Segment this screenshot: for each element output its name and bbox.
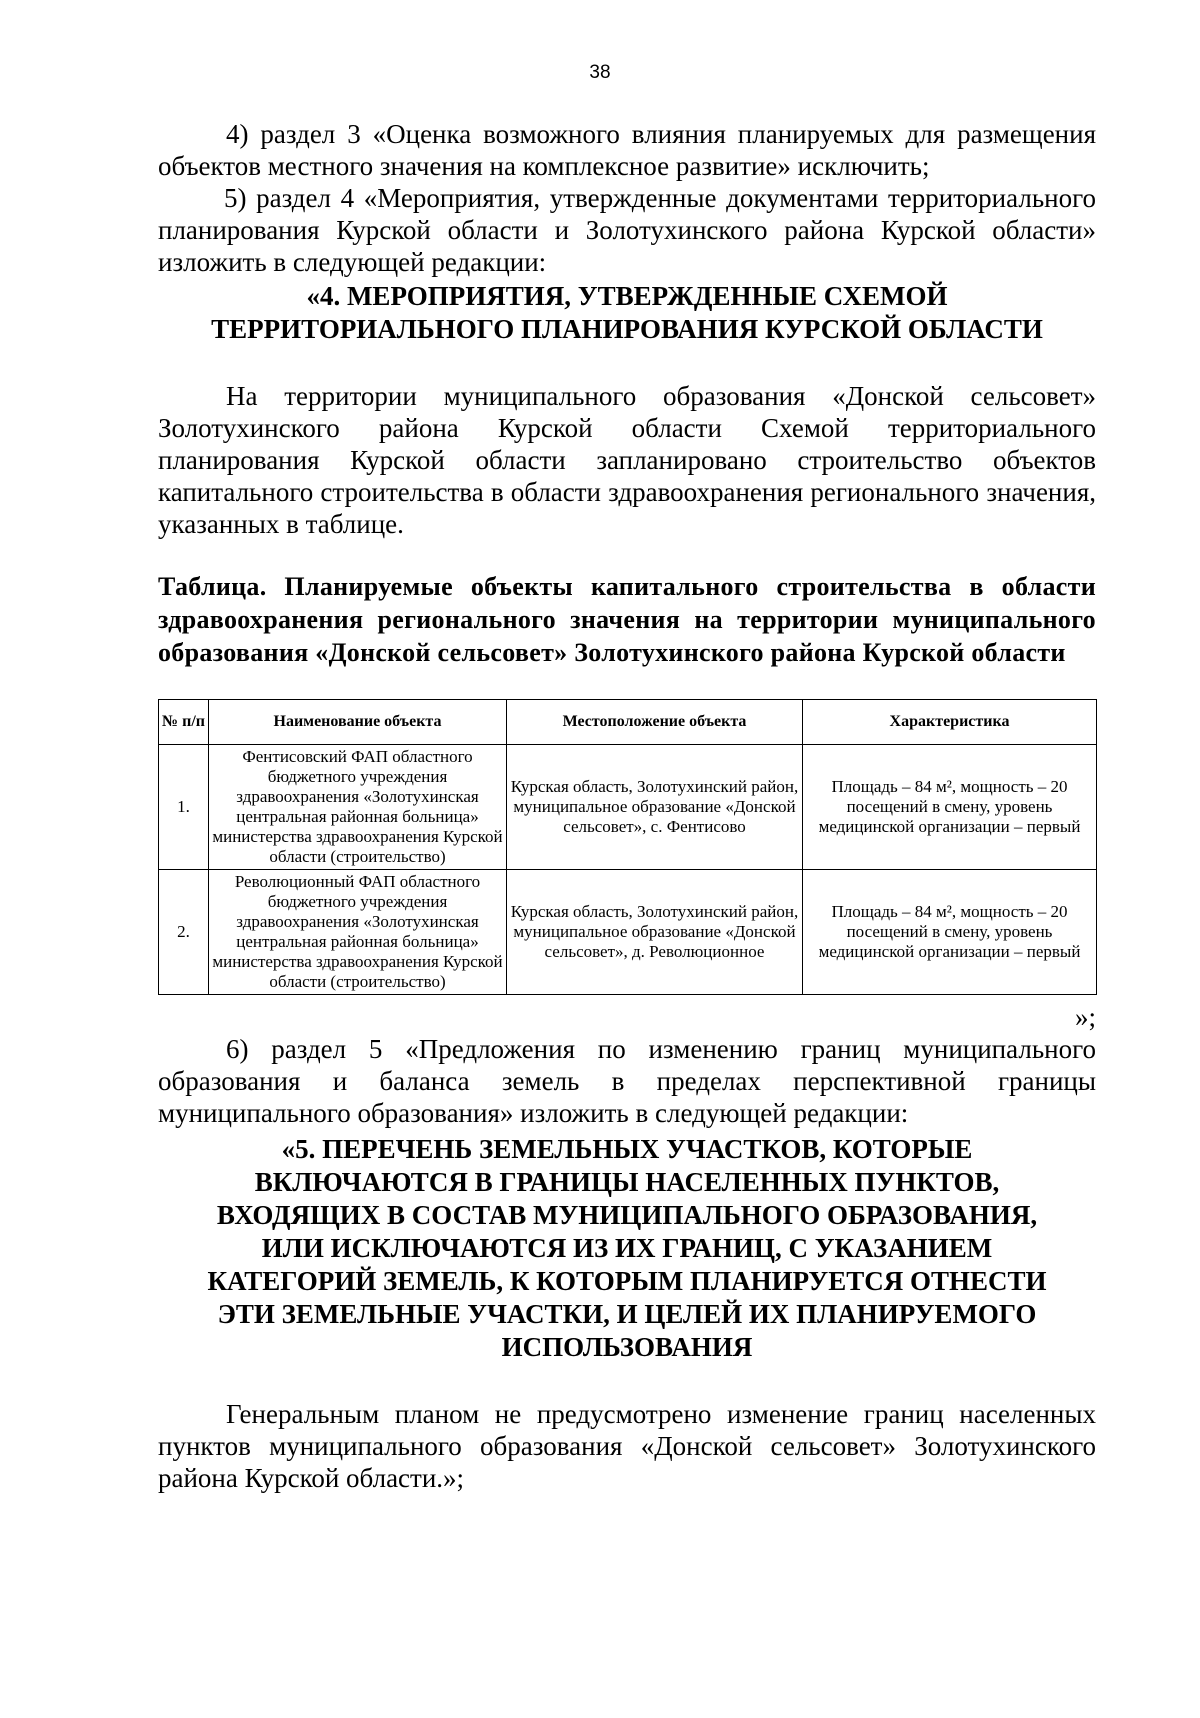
section-5-heading-line: ИСПОЛЬЗОВАНИЯ	[501, 1332, 753, 1362]
table-caption: Таблица. Планируемые объекты капитального строительства в области здравоохранения регионального значения на территории муниципального образования «Донской сельсовет» Золотухинского района Курской области	[158, 572, 1096, 667]
page-number: 38	[589, 62, 611, 83]
cell-characteristics: Площадь – 84 м², мощность – 20 посещений в смену, уровень медицинской организации – первый	[803, 870, 1097, 995]
item-4-paragraph: 4) раздел 3 «Оценка возможного влияния планируемых для размещения объектов местного значения на комплексное развитие» исключить;	[158, 119, 1096, 181]
planned-objects-table	[158, 699, 1097, 995]
cell-name: Революционный ФАП областного бюджетного учреждения здравоохранения «Золотухинская центральная районная больница» министерства здравоохранения Курской области (строительство)	[209, 870, 507, 995]
cell-num: 2.	[159, 870, 209, 995]
section-4-paragraph: На территории муниципального образования «Донской сельсовет» Золотухинского района Курской области Схемой территориального планирования Курской области запланировано строительство объектов капитального строительства в области здравоохранения регионального значения, указанных в таблице.	[158, 381, 1096, 539]
item-5-paragraph: 5) раздел 4 «Мероприятия, утвержденные документами территориального планирования Курской области и Золотухинского района Курской области» изложить в следующей редакции:	[158, 183, 1096, 277]
table-header-row	[159, 700, 1097, 745]
page-content	[158, 118, 1096, 1494]
section-5-heading-line: «5. ПЕРЕЧЕНЬ ЗЕМЕЛЬНЫХ УЧАСТКОВ, КОТОРЫЕ	[281, 1134, 973, 1164]
cell-name: Фентисовский ФАП областного бюджетного учреждения здравоохранения «Золотухинская центральная районная больница» министерства здравоохранения Курской области (строительство)	[209, 745, 507, 870]
section-5-heading-line: ЭТИ ЗЕМЕЛЬНЫЕ УЧАСТКИ, И ЦЕЛЕЙ ИХ ПЛАНИРУЕМОГО	[217, 1299, 1037, 1329]
header-characteristics: Характеристика	[803, 700, 1097, 745]
section-4-heading	[158, 280, 1096, 346]
table-row	[159, 870, 1097, 995]
section-5-heading-line: ИЛИ ИСКЛЮЧАЮТСЯ ИЗ ИХ ГРАНИЦ, С УКАЗАНИЕМ	[261, 1233, 993, 1263]
item-6-paragraph: 6) раздел 5 «Предложения по изменению границ муниципального образования и баланса земель в пределах перспективной границы муниципального образования» изложить в следующей редакции:	[158, 1034, 1096, 1128]
section-4-heading-line-2: ТЕРРИТОРИАЛЬНОГО ПЛАНИРОВАНИЯ КУРСКОЙ ОБЛАСТИ	[211, 314, 1043, 344]
section-4-heading-line-1: «4. МЕРОПРИЯТИЯ, УТВЕРЖДЕННЫЕ СХЕМОЙ	[306, 281, 948, 311]
table-row	[159, 745, 1097, 870]
header-name: Наименование объекта	[209, 700, 507, 745]
section-5-heading-line: ВКЛЮЧАЮТСЯ В ГРАНИЦЫ НАСЕЛЕННЫХ ПУНКТОВ,	[254, 1167, 1000, 1197]
section-5-heading	[158, 1133, 1096, 1364]
section-5-heading-line: ВХОДЯЩИХ В СОСТАВ МУНИЦИПАЛЬНОГО ОБРАЗОВАНИЯ,	[216, 1200, 1038, 1230]
table-closing-quote: »;	[1074, 1002, 1096, 1032]
header-num: № п/п	[159, 700, 209, 745]
cell-characteristics: Площадь – 84 м², мощность – 20 посещений в смену, уровень медицинской организации – первый	[803, 745, 1097, 870]
section-5-heading-line: КАТЕГОРИЙ ЗЕМЕЛЬ, К КОТОРЫМ ПЛАНИРУЕТСЯ ОТНЕСТИ	[207, 1266, 1047, 1296]
cell-num: 1.	[159, 745, 209, 870]
cell-location: Курская область, Золотухинский район, муниципальное образование «Донской сельсовет», с. Фентисово	[507, 745, 803, 870]
header-location: Местоположение объекта	[507, 700, 803, 745]
section-5-paragraph: Генеральным планом не предусмотрено изменение границ населенных пунктов муниципального образования «Донской сельсовет» Золотухинского района Курской области.»;	[158, 1399, 1096, 1493]
cell-location: Курская область, Золотухинский район, муниципальное образование «Донской сельсовет», д. Революционное	[507, 870, 803, 995]
